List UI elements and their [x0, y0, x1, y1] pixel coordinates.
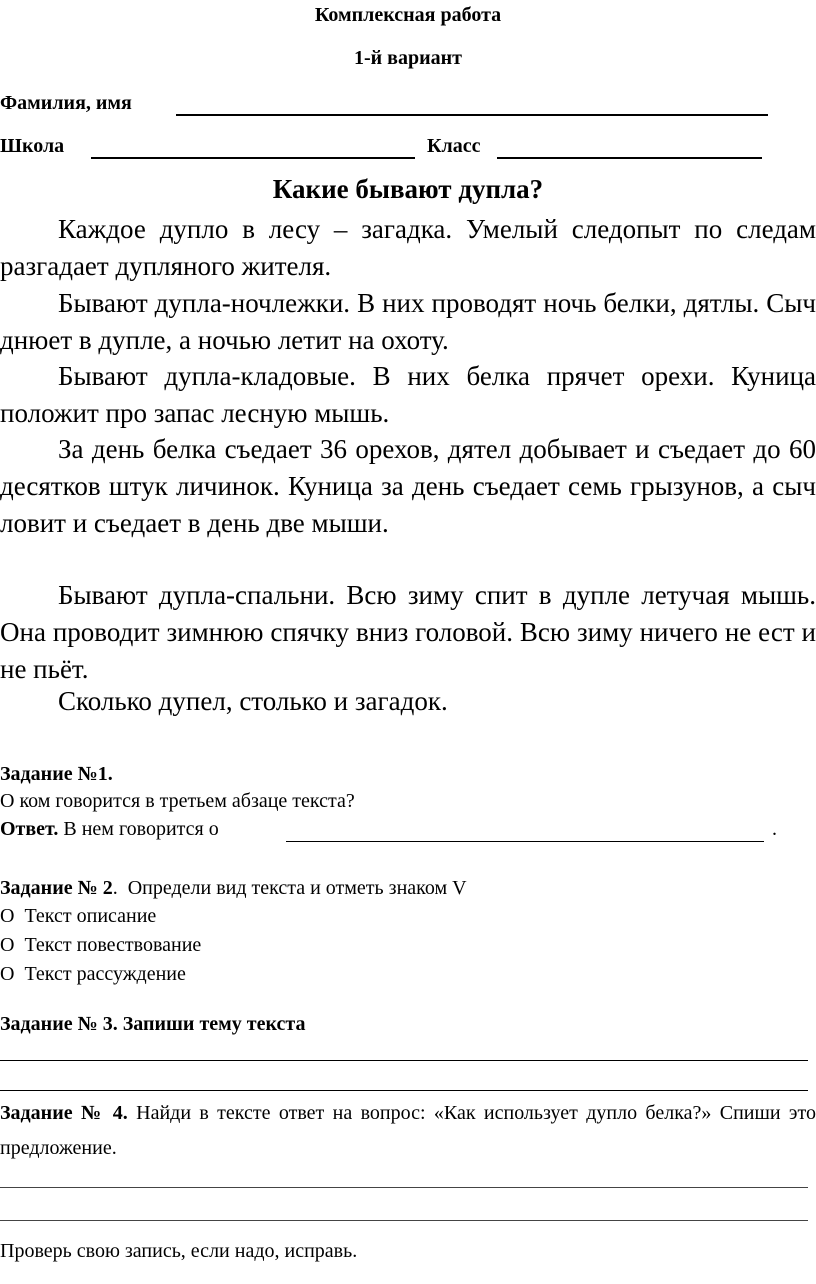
- worksheet-title: Комплексная работа: [314, 4, 502, 26]
- task4-block: [0, 1096, 816, 1166]
- task2-heading: Задание № 2: [0, 877, 113, 899]
- story-paragraph-4: За день белка съедает 36 орехов, дятел добывает и съедает до 60 десятков штук личинок. Куница за день съедает семь грызунов, а сыч ловит и съедает в день две мыши.: [0, 434, 816, 538]
- school-field[interactable]: [91, 137, 415, 159]
- story-paragraph-6: Сколько дупел, столько и загадок.: [58, 686, 448, 716]
- story-title: Какие бывают дупла?: [272, 174, 544, 204]
- task1-answer-label: Ответ.: [0, 818, 59, 840]
- footer-check: Проверь свою запись, если надо, исправь.: [0, 1240, 358, 1262]
- story-paragraph-1: Каждое дупло в лесу – загадка. Умелый следопыт по следам разгадает дупляного жителя.: [0, 214, 816, 281]
- task1-answer-end: .: [772, 818, 777, 840]
- task2-option-2[interactable]: [0, 934, 201, 957]
- radio-circle-icon[interactable]: О: [0, 905, 15, 927]
- task1-answer-field[interactable]: [286, 823, 764, 842]
- task3-heading: Задание № 3. Запиши тему текста: [0, 1013, 306, 1035]
- task4-heading: Задание № 4.: [0, 1102, 128, 1124]
- class-label: Класс: [427, 135, 481, 157]
- task2-option-3[interactable]: [0, 963, 186, 986]
- task2-option-label: Текст описание: [24, 905, 157, 927]
- story-paragraph-5: Бывают дупла-спальни. Всю зиму спит в дупле летучая мышь. Она проводит зимнюю спячку вниз головой. Всю зиму ничего не ест и не пьёт.: [0, 580, 816, 684]
- task1-answer-row: [0, 818, 219, 841]
- name-label: Фамилия, имя: [0, 92, 132, 114]
- task2-heading-dot: .: [112, 877, 118, 899]
- school-label: Школа: [0, 135, 65, 157]
- task4-answer-line-2[interactable]: [0, 1220, 808, 1221]
- task2-option-1[interactable]: [0, 905, 156, 928]
- task2-heading-row: [0, 877, 467, 900]
- task2-instruction: Определи вид текста и отметь знаком V: [127, 877, 467, 899]
- task3-answer-line-1[interactable]: [0, 1060, 808, 1061]
- story-paragraph-2: Бывают дупла-ночлежки. В них проводят ночь белки, дятлы. Сыч днюет в дупле, а ночью летит на охоту.: [0, 288, 816, 355]
- radio-circle-icon[interactable]: О: [0, 963, 15, 985]
- task1-heading: Задание №1.: [0, 763, 113, 785]
- task4-text: Найди в тексте ответ на вопрос: «Как использует дупло белка?» Спиши это предложение.: [0, 1102, 816, 1159]
- task2-option-label: Текст рассуждение: [24, 963, 186, 985]
- task1-question: О ком говорится в третьем абзаце текста?: [0, 790, 355, 812]
- variant-label: 1-й вариант: [354, 47, 462, 69]
- task4-answer-line-1[interactable]: [0, 1187, 808, 1188]
- name-field[interactable]: [176, 94, 768, 116]
- story-paragraph-3: Бывают дупла-кладовые. В них белка прячет орехи. Куница положит про запас лесную мышь.: [0, 361, 816, 428]
- radio-circle-icon[interactable]: О: [0, 934, 15, 956]
- task1-answer-text: В нем говорится о: [63, 818, 219, 840]
- class-field[interactable]: [497, 137, 762, 159]
- task2-option-label: Текст повествование: [24, 934, 202, 956]
- task3-answer-line-2[interactable]: [0, 1090, 808, 1091]
